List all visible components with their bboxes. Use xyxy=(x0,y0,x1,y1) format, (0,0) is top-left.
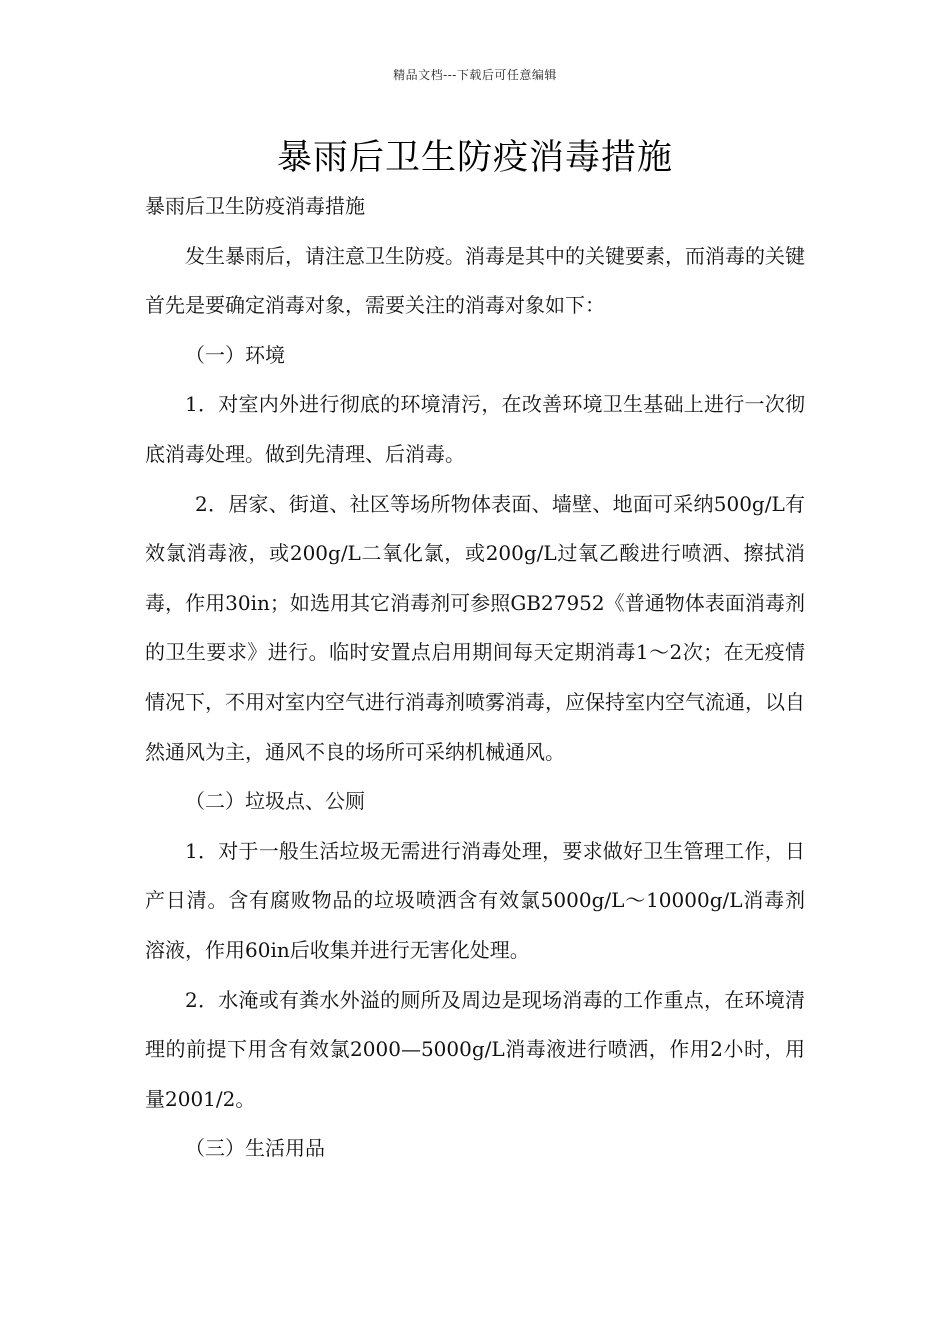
intro-paragraph: 发生暴雨后，请注意卫生防疫。消毒是其中的关键要素，而消毒的关键首先是要确定消毒对象，需要关注的消毒对象如下： xyxy=(145,243,805,318)
section-heading-environment: （一）环境 xyxy=(185,342,285,367)
garbage-item-1: 1．对于一般生活垃圾无需进行消毒处理，要求做好卫生管理工作，日产日清。含有腐败物品的垃圾喷洒含有效氯5000g/L～10000g/L消毒剂溶液，作用60in后收集并进行无害化处理。 xyxy=(145,838,805,962)
section-heading-daily-goods: （三）生活用品 xyxy=(185,1136,325,1161)
environment-item-1: 1．对室内外进行彻底的环境清污，在改善环境卫生基础上进行一次彻底消毒处理。做到先清理、后消毒。 xyxy=(145,392,805,466)
document-body xyxy=(145,182,805,1174)
subtitle-line: 暴雨后卫生防疫消毒措施 xyxy=(145,194,365,218)
environment-item-2: 2．居家、街道、社区等场所物体表面、墙壁、地面可采纳500g/L有效氯消毒液，或200g/L二氧化氯，或200g/L过氧乙酸进行喷洒、擦拭消毒，作用30in；如选用其它消毒剂可参照GB27952《普通物体表面消毒剂的卫生要求》进行。临时安置点启用期间每天定期消毒1～2次；在无疫情情况下，不用对室内空气进行消毒剂喷雾消毒，应保持室内空气流通，以自然通风为主，通风不良的场所可采纳机械通风。 xyxy=(145,491,805,764)
header-note: 精品文档---下载后可任意编辑 xyxy=(393,68,557,82)
document-title: 暴雨后卫生防疫消毒措施 xyxy=(276,138,673,178)
garbage-item-2: 2．水淹或有粪水外溢的厕所及周边是现场消毒的工作重点，在环境清理的前提下用含有效氯2000—5000g/L消毒液进行喷洒，作用2小时，用量2001/2。 xyxy=(145,987,805,1111)
section-heading-garbage-toilets: （二）垃圾点、公厕 xyxy=(185,789,365,814)
